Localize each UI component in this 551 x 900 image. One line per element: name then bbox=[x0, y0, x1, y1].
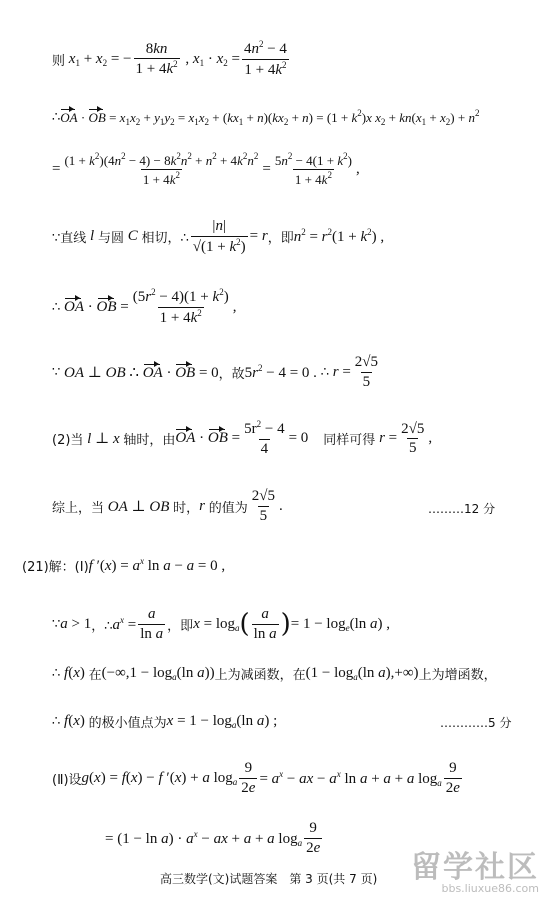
fraction: $\frac{9}{2e}$ bbox=[241, 760, 256, 796]
fraction: $\frac{(5r^2 - 4)(1 + k^2)}{1 + 4k^2}$ bbox=[132, 287, 229, 326]
fraction: $\frac{a}{\text{ln a}}$ bbox=[140, 606, 164, 642]
fraction: $\frac{|n|}{√(1 + k^2)}$ bbox=[192, 218, 246, 255]
score-5: …………5 分 bbox=[440, 716, 512, 730]
fraction: $\frac{2√5}{5}$ bbox=[251, 488, 275, 524]
fraction: $\frac{(1 + k^2)(4n^2 - 4) - 8k^2n^2 + n^2 + 4k^2n^2}{1 + 4k^2}$ bbox=[64, 151, 259, 188]
math-expr: $x_1 + x_2$ = − bbox=[68, 50, 132, 68]
fraction: $\frac{9}{2e}$ bbox=[306, 820, 321, 856]
eq-line-14: = $(1 - \ln a) \cdot a^x$ − ax + a + a $\log_a$ $\frac{9}{2e}$ bbox=[105, 820, 321, 856]
eq-line-1: 则 $x_1 + x_2$ = − $\frac{8kn}{1 + 4k^2}$ , $x_1 \cdot x_2$ = $\frac{4n^2 - 4}{1 + 4k^2}$ bbox=[52, 39, 287, 78]
eq-line-10: ∵ a > 1 ，∴ $a^x$ = $\frac{a}{\text{ln a}}$ ，即 $x = \log_a$ ( $\frac{a}{\text{ln a}}$ ) = $1 - \log_e(\ln$ a) , bbox=[52, 606, 390, 642]
score-12: ………12 分 bbox=[428, 502, 496, 516]
watermark-logo bbox=[411, 842, 539, 895]
fraction: $\frac{8kn}{1 + 4k^2}$ bbox=[135, 40, 178, 77]
eq-line-5: ∴ OA · OB = $\frac{(5r^2 - 4)(1 + k^2)}{1 + 4k^2}$ , bbox=[52, 287, 237, 326]
page-footer: 高三数学(文)试题答案 第 3 页(共 7 页) bbox=[160, 872, 378, 886]
fraction: $\frac{2√5}{5}$ bbox=[354, 354, 379, 390]
eq-line-11: ∴ f(x) 在 ($-\infty,1 - \log_a(\ln$ a)) 上为减函数，在 ($1 - \log_a(\ln$ a),+∞) 上为增函数， bbox=[52, 665, 497, 683]
eq-line-2 bbox=[52, 108, 479, 127]
eq-line-13: (Ⅱ)设 g(x) = f(x) − f ′(x) + a $\log_a$ $\frac{9}{2e}$ = $a^x$ − ax − $a^x$ ln a + a + a $\log_a$ $\frac{9}{2e}$ bbox=[52, 760, 460, 796]
fraction: $\frac{5n^2 - 4(1 + k^2)}{1 + 4k^2}$ bbox=[274, 151, 352, 188]
eq-line-3: = $\frac{(1 + k^2)(4n^2 - 4) - 8k^2n^2 + n^2 + 4k^2n^2}{1 + 4k^2}$ = $\frac{5n^2 - 4(1 + k^2)}{1 + 4k^2}$ , bbox=[52, 151, 360, 188]
watermark-url: bbs.liuxue86.com bbox=[441, 882, 539, 895]
fraction: $\frac{2√5}{5}$ bbox=[401, 420, 425, 456]
eq-line-6: ∵ OA ⊥ OB ∴ OA · OB = 0 ，故 $5r^2 - 4 = 0$ . ∴ r = $\frac{2√5}{5}$ bbox=[52, 354, 379, 390]
fraction: $\frac{a}{\text{ln a}}$ bbox=[253, 606, 277, 642]
eq-line-12: ∴ f(x) 的极小值点为 $x = 1 - \log_a(\ln$ a) ; bbox=[52, 713, 278, 731]
fraction: $\frac{9}{2e}$ bbox=[445, 760, 460, 796]
eq-line-8: 综上，当 OA ⊥ OB 时， r 的值为 $\frac{2√5}{5}$ . bbox=[52, 488, 283, 524]
eq-line-9: (21)解：(Ⅰ) f $'(x) = a^x$ ln a − a = 0 , bbox=[22, 556, 226, 575]
math-expr: OA · OB = $x_1x_2 + y_1y_2 = x_1x_2 + (kx_1 + n)(kx_2 + n) = (1 + k^2)x$ $x_2 + kn(x_1 + x_2) + n^2$ bbox=[60, 108, 480, 127]
watermark-brand: 留学社区 bbox=[411, 850, 539, 885]
fraction: $\frac{4n^2 - 4}{1 + 4k^2}$ bbox=[243, 39, 287, 78]
eq-line-4: ∵直线 l 与圆 C 相切，∴ $\frac{|n|}{√(1 + k^2)}$ = r ，即 $n^2 = r^2(1 + k^2)$ , bbox=[52, 218, 385, 255]
eq-line-7: (2)当 l ⊥ x 轴时，由 OA · OB = $\frac{5r^2 - 4}{4}$ = 0 同样可得 r = $\frac{2√5}{5}$ , bbox=[52, 419, 433, 457]
fraction: $\frac{5r^2 - 4}{4}$ bbox=[244, 419, 285, 457]
line-prefix: 则 bbox=[52, 53, 66, 69]
line-prefix: ∴ bbox=[52, 110, 61, 125]
